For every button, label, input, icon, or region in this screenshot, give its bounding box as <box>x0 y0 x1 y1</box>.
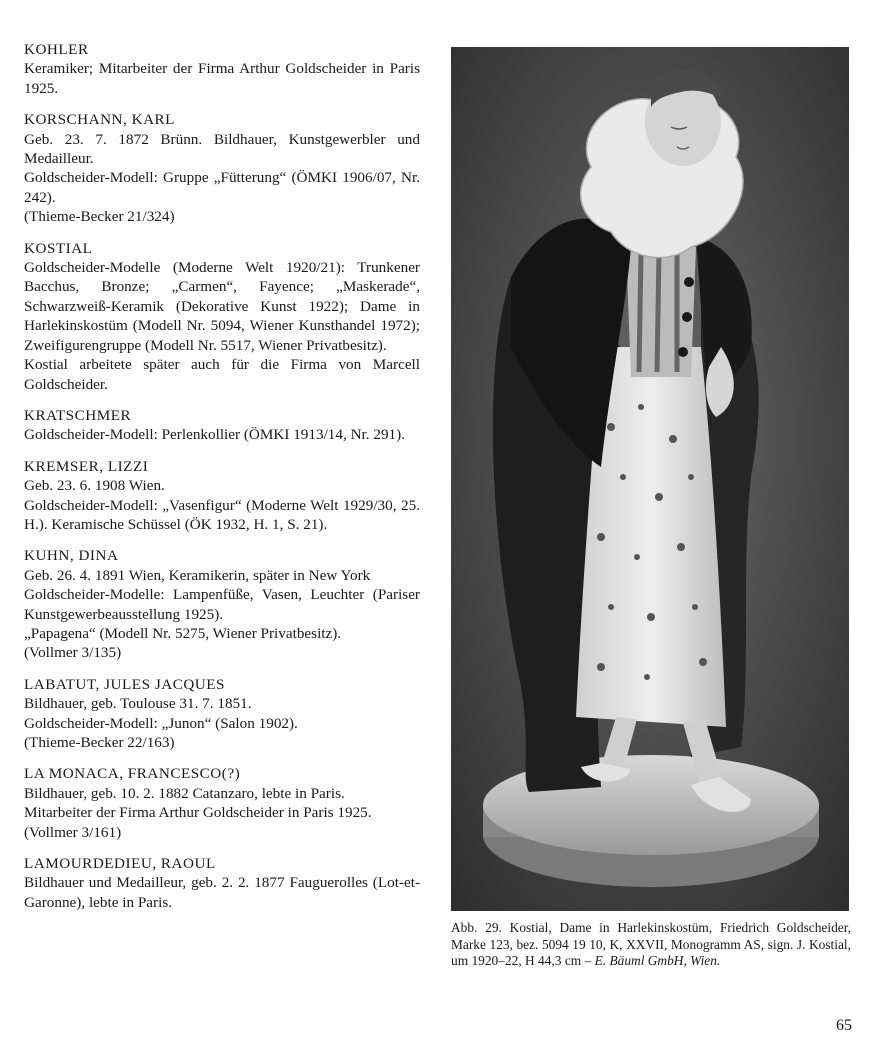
entry-text: Goldscheider-Modell: „Junon“ (Salon 1902). <box>24 714 298 732</box>
entry-la-monaca <box>24 764 420 842</box>
entry-text: Bildhauer und Medailleur, geb. 2. 2. 1877 Fauguerolles (Lot-et-Garonne), lebte in Paris. <box>24 874 420 911</box>
entry-kostial <box>24 239 420 394</box>
caption-credit: E. Bäuml GmbH, Wien. <box>594 953 721 969</box>
entry-korschann <box>24 110 420 226</box>
entry-text: „Papagena“ (Modell Nr. 5275, Wiener Privatbesitz). <box>24 624 342 642</box>
entry-lamourdedieu <box>24 854 420 912</box>
entry-name: LAMOURDEDIEU, RAOUL <box>24 855 216 873</box>
entry-text: Goldscheider-Modelle (Moderne Welt 1920/21): Trunkener Bacchus, Bronze; „Carmen“, Fayence; „Maskerade“, Schwarzweiß-Keramik (Dekorative Kunst 1922); Dame in Harlekinskostüm (Modell Nr. 5094, Wiener Kunsthandel 1972); Zweifigurengruppe (Modell Nr. 5517, Wiener Privatbesitz). <box>24 259 420 354</box>
entry-text: Goldscheider-Modelle: Lampenfüße, Vasen, Leuchter (Pariser Kunstgewerbeausstellung 1925). <box>24 586 420 623</box>
entry-name: KOHLER <box>24 41 89 58</box>
entry-text: Keramiker; Mitarbeiter der Firma Arthur Goldscheider in Paris 1925. <box>24 60 420 97</box>
entry-kohler <box>24 40 420 98</box>
entry-text: Bildhauer, geb. 10. 2. 1882 Catanzaro, lebte in Paris. <box>24 784 345 802</box>
entries-column <box>24 40 420 924</box>
entry-text: Goldscheider-Modell: Gruppe „Fütterung“ (ÖMKI 1906/07, Nr. 242). <box>24 169 420 206</box>
entry-name: LA MONACA, FRANCESCO(?) <box>24 765 241 783</box>
entry-name: KRATSCHMER <box>24 406 132 424</box>
figurine-photo <box>451 47 849 911</box>
entry-name: KREMSER, LIZZI <box>24 457 149 475</box>
entry-text: (Thieme-Becker 22/163) <box>24 734 175 751</box>
entry-text: Mitarbeiter der Firma Arthur Goldscheider in Paris 1925. <box>24 804 372 822</box>
entry-name: KOSTIAL <box>24 239 93 257</box>
entry-text: Geb. 26. 4. 1891 Wien, Keramikerin, später in New York <box>24 566 371 584</box>
caption-text: Abb. 29. Kostial, Dame in Harlekinskostüm, Friedrich Goldscheider, Marke 123, bez. 5094 19 10, K, XXVII, Monogramm AS, sign. J. Kostial, um 1920–22, H 44,3 cm – <box>451 920 851 969</box>
page-number: 65 <box>836 1017 852 1034</box>
entry-name: LABATUT, JULES JACQUES <box>24 675 225 693</box>
entry-kuhn <box>24 546 420 662</box>
figure-caption <box>451 920 851 970</box>
entry-labatut <box>24 675 420 753</box>
entry-text: (Vollmer 3/161) <box>24 823 122 841</box>
entry-text: (Thieme-Becker 21/324) <box>24 208 175 226</box>
entry-name: KUHN, DINA <box>24 547 119 565</box>
entry-name: KORSCHANN, KARL <box>24 111 175 129</box>
entry-text: Geb. 23. 6. 1908 Wien. <box>24 477 165 495</box>
entry-kremser <box>24 457 420 535</box>
entry-text: Geb. 23. 7. 1872 Brünn. Bildhauer, Kunstgewerbler und Medailleur. <box>24 130 420 168</box>
entry-text: (Vollmer 3/135) <box>24 644 122 662</box>
entry-text: Goldscheider-Modell: Perlenkollier (ÖMKI 1913/14, Nr. 291). <box>24 426 405 444</box>
entry-kratschmer <box>24 406 420 445</box>
entry-text: Kostial arbeitete später auch für die Firma von Marcell Goldscheider. <box>24 356 420 393</box>
entry-text: Goldscheider-Modell: „Vasenfigur“ (Moderne Welt 1929/30, 25. H.). Keramische Schüssel (ÖK 1932, H. 1, S. 21). <box>24 496 420 533</box>
entry-text: Bildhauer, geb. Toulouse 31. 7. 1851. <box>24 695 252 713</box>
